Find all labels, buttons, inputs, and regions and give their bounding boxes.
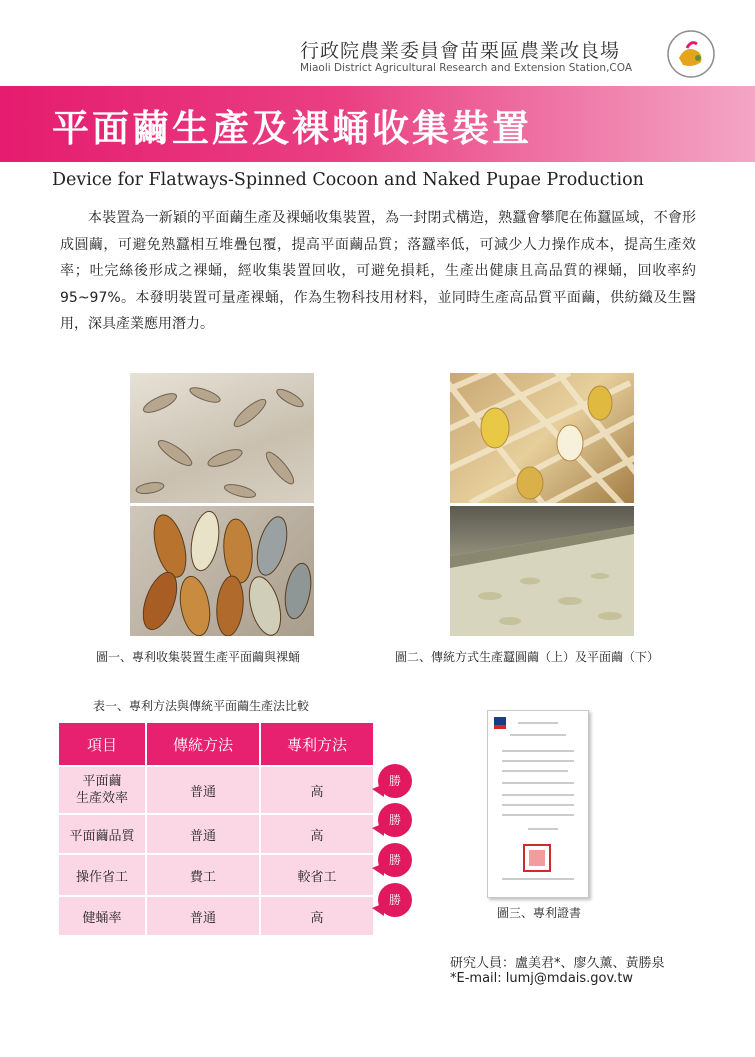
row-traditional-value: 普通	[146, 896, 260, 936]
header-item: 項目	[58, 722, 146, 766]
row-item-label: 平面繭 生產效率	[58, 766, 146, 814]
figure2-caption: 圖二、傳統方式生產蠶圓繭（上）及平面繭（下）	[395, 650, 660, 664]
row-item-label: 健蛹率	[58, 896, 146, 936]
row-traditional-value: 普通	[146, 766, 260, 814]
page-title: 平面繭生產及裸蛹收集裝置	[52, 107, 532, 150]
photo-flat-cocoons	[450, 506, 634, 636]
row-item-label: 平面繭品質	[58, 814, 146, 854]
researcher-names: 研究人員：盧美君*、廖久薰、黃勝泉	[450, 956, 665, 971]
photo-naked-pupae-bottom	[130, 506, 314, 636]
row-patent-value: 高	[260, 896, 374, 936]
row-patent-value: 較省工	[260, 854, 374, 896]
win-badge: 勝	[378, 764, 412, 798]
win-badge: 勝	[378, 803, 412, 837]
photo-round-cocoons	[450, 373, 634, 503]
row-traditional-value: 費工	[146, 854, 260, 896]
comparison-table	[57, 721, 375, 937]
page-subtitle-en: Device for Flatways-Spinned Cocoon and Naked Pupae Production	[52, 170, 644, 190]
win-badge: 勝	[378, 883, 412, 917]
header-patent: 專利方法	[260, 722, 374, 766]
table-row	[58, 814, 374, 854]
org-name-en: Miaoli District Agricultural Research and Extension Station,COA	[300, 62, 633, 74]
figure3-caption: 圖三、專利證書	[497, 906, 582, 920]
table-title: 表一、專利方法與傳統平面繭生產法比較	[93, 699, 310, 713]
org-name-zh: 行政院農業委員會苗栗區農業改良場	[300, 40, 621, 62]
table-header-row	[58, 722, 374, 766]
win-badge: 勝	[378, 843, 412, 877]
photo-naked-pupae-top	[130, 373, 314, 503]
contact-email: *E-mail: lumj@mdais.gov.tw	[450, 971, 634, 986]
figure1-caption: 圖一、專利收集裝置生產平面繭與裸蛹	[96, 650, 301, 664]
row-patent-value: 高	[260, 814, 374, 854]
station-logo	[665, 28, 717, 80]
header-traditional: 傳統方法	[146, 722, 260, 766]
table-row	[58, 854, 374, 896]
row-traditional-value: 普通	[146, 814, 260, 854]
row-patent-value: 高	[260, 766, 374, 814]
table-row	[58, 896, 374, 936]
patent-certificate-image	[487, 710, 589, 898]
row-item-label: 操作省工	[58, 854, 146, 896]
description-paragraph: 本裝置為一新穎的平面繭生產及裸蛹收集裝置，為一封閉式構造，熟蠶會攀爬在佈蠶區域，不會形成圓繭，可避免熟蠶相互堆疊包覆，提高平面繭品質；落蠶率低，可減少人力操作成本，提高生產效率；吐完絲後形成之裸蛹，經收集裝置回收，可避免損耗，生產出健康且高品質的裸蛹，回收率約 95~97%。本發明裝置可量產裸蛹，作為生物科技用材料，並同時生產高品質平面繭，供紡織及生醫用，深具產業應用潛力。	[60, 210, 696, 332]
table-row	[58, 766, 374, 814]
